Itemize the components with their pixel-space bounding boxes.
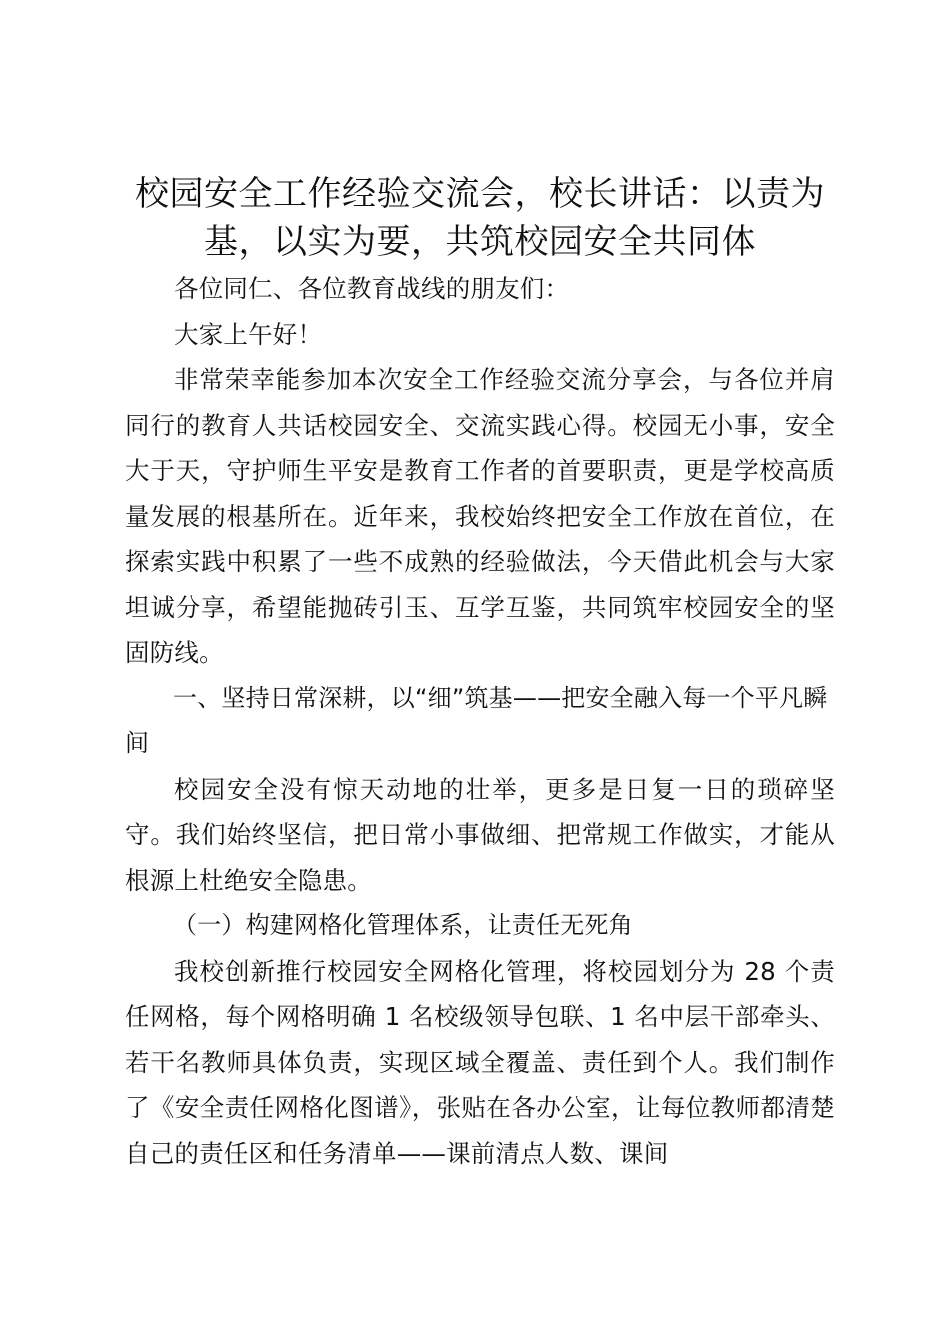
greeting: 大家上午好！ <box>174 319 323 349</box>
salutation: 各位同仁、各位教育战线的朋友们： <box>174 274 570 303</box>
section-heading: 一、坚持日常深耕，以“细”筑基——把安全融入每一个平凡瞬间 <box>125 683 828 757</box>
document-body <box>125 170 835 1176</box>
section-paragraph: 校园安全没有惊天动地的壮举，更多是日复一日的琐碎坚守。我们始终坚信，把日常小事做细、把常规工作做实，才能从根源上杜绝安全隐患。 <box>125 774 835 895</box>
subsection-paragraph: 我校创新推行校园安全网格化管理，将校园划分为 28 个责任网格，每个网格明确 1 名校级领导包联、1 名中层干部牵头、若干名教师具体负责，实现区域全覆盖、责任到个人。我们制作了《安全责任网格化图谱》，张贴在各办公室，让每位教师都清楚自己的责任区和任务清单——课前清点人数、课间 <box>125 956 835 1168</box>
document-title: 校园安全工作经验交流会，校长讲话：以责为基，以实为要，共筑校园安全共同体 <box>135 174 825 262</box>
intro-paragraph: 非常荣幸能参加本次安全工作经验交流分享会，与各位并肩同行的教育人共话校园安全、交流实践心得。校园无小事，安全大于天，守护师生平安是教育工作者的首要职责，更是学校高质量发展的根基所在。近年来，我校始终把安全工作放在首位，在探索实践中积累了一些不成熟的经验做法，今天借此机会与大家坦诚分享，希望能抛砖引玉、互学互鉴，共同筑牢校园安全的坚固防线。 <box>125 365 835 667</box>
subsection-heading: （一）构建网格化管理体系，让责任无死角 <box>173 911 633 939</box>
